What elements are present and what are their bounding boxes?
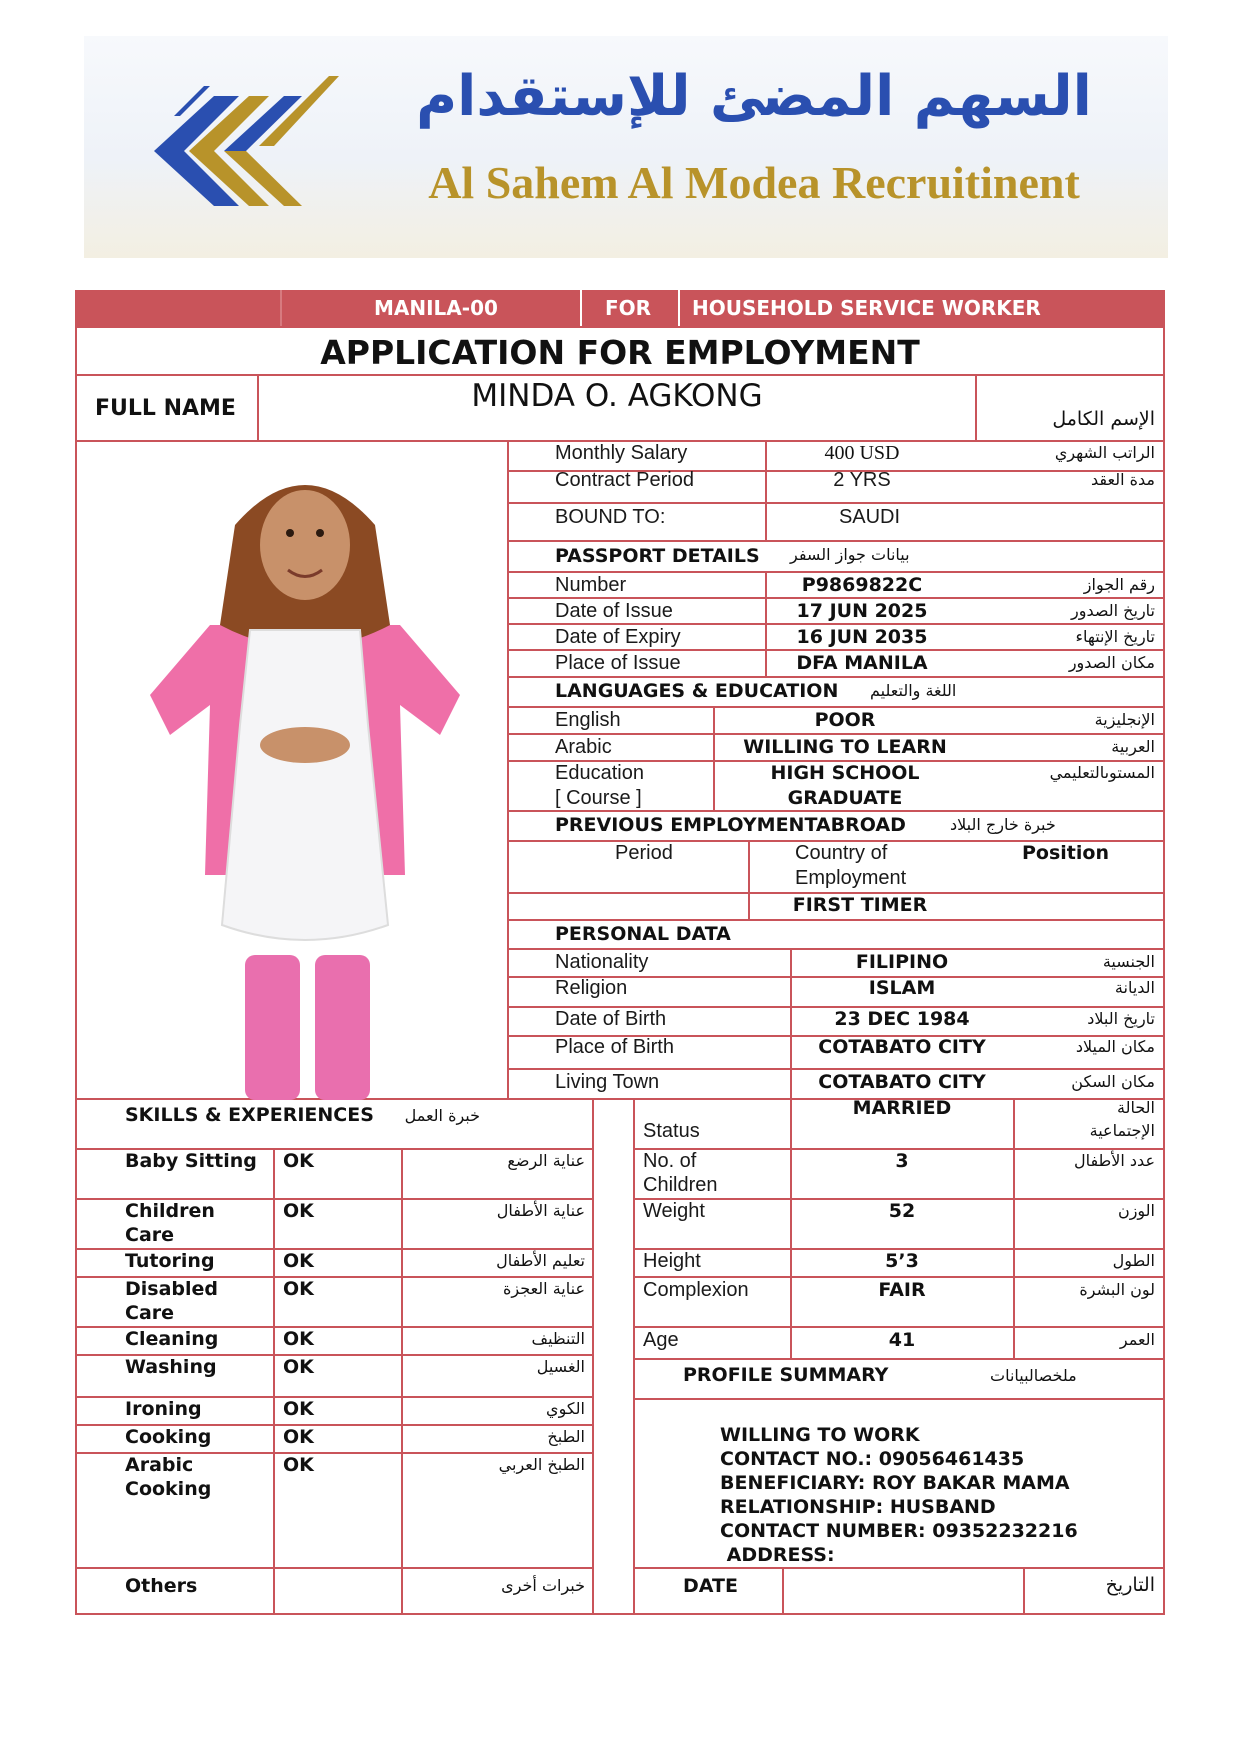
applicant-photo	[140, 455, 470, 1100]
education-value-line1: HIGH SCHOOL	[770, 762, 920, 784]
profile-line-4: RELATIONSHIP: HUSBAND	[720, 1496, 996, 1518]
complexion-value: FAIR	[878, 1279, 926, 1301]
skill-label-ar: التنظيف	[531, 1329, 585, 1348]
status-value: MARRIED	[852, 1097, 952, 1119]
nationality-value: FILIPINO	[855, 951, 949, 973]
pob-value: COTABATO CITY	[818, 1036, 986, 1058]
english-label: English	[555, 709, 621, 731]
skill-label: Washing	[125, 1356, 217, 1378]
skill-label-line2: Cooking	[125, 1478, 212, 1500]
english-value: POOR	[814, 709, 876, 731]
skill-label-ar: عناية الأطفال	[496, 1201, 585, 1220]
age-value: 41	[888, 1329, 916, 1351]
previous-employment-heading: PREVIOUS EMPLOYMENTABROAD	[555, 814, 906, 836]
age-label: Age	[643, 1329, 679, 1351]
living-town-label: Living Town	[555, 1071, 660, 1093]
profile-line-3: BENEFICIARY: ROY BAKAR MAMA	[720, 1472, 1070, 1494]
header-code: MANILA-00	[374, 296, 498, 320]
skill-label: Tutoring	[125, 1250, 215, 1272]
weight-value: 52	[888, 1200, 916, 1222]
profile-line-6: ADDRESS:	[720, 1544, 835, 1566]
nationality-label-ar: الجنسية	[1102, 952, 1155, 971]
col-position: Position	[1022, 842, 1109, 864]
profile-line-1: WILLING TO WORK	[720, 1424, 920, 1446]
height-label-ar: الطول	[1112, 1251, 1155, 1270]
skill-label: Cooking	[125, 1426, 212, 1448]
place-of-issue-label: Place of Issue	[555, 652, 681, 674]
skill-label-ar: الطبخ	[547, 1427, 585, 1446]
skill-label-ar: الكوي	[546, 1399, 585, 1418]
skill-label: Arabic	[125, 1454, 194, 1476]
profile-summary-heading: PROFILE SUMMARY	[683, 1364, 889, 1386]
date-label: DATE	[683, 1575, 738, 1597]
weight-label-ar: الوزن	[1117, 1201, 1155, 1220]
course-label: [ Course ]	[555, 787, 642, 809]
education-value-line2: GRADUATE	[787, 787, 903, 809]
education-label-ar: المستوىالتعليمي	[1049, 763, 1155, 782]
skill-value: OK	[283, 1250, 314, 1272]
skill-label: Baby Sitting	[125, 1150, 257, 1172]
religion-label-ar: الديانة	[1114, 978, 1155, 997]
languages-heading-ar: اللغة والتعليم	[870, 681, 957, 700]
height-label: Height	[643, 1250, 701, 1272]
others-label: Others	[125, 1575, 198, 1597]
status-label-ar-line1: الحالة	[1117, 1098, 1155, 1117]
children-label-line1: No. of	[643, 1150, 697, 1172]
header-bar	[75, 290, 1165, 326]
languages-heading: LANGUAGES & EDUCATION	[555, 680, 839, 702]
expiry-date-label-ar: تاريخ الإنتهاء	[1075, 627, 1155, 646]
salary-label: Monthly Salary	[555, 442, 688, 464]
dob-label-ar: تاريخ البلاد	[1087, 1009, 1155, 1028]
skill-value: OK	[283, 1426, 314, 1448]
arabic-value: WILLING TO LEARN	[743, 736, 947, 758]
col-country-line2: Employment	[795, 867, 907, 889]
col-country-line1: Country of	[795, 842, 888, 864]
full-name-label-ar: الإسم الكامل	[1052, 408, 1155, 430]
skill-label-ar: تعليم الأطفال	[496, 1251, 585, 1270]
profile-summary-heading-ar: ملخصالبيانات	[990, 1366, 1077, 1385]
full-name-value: MINDA O. AGKONG	[471, 378, 763, 414]
contract-period-label: Contract Period	[555, 469, 694, 491]
others-label-ar: خبرات أخرى	[501, 1576, 585, 1595]
place-of-issue-value: DFA MANILA	[796, 652, 928, 674]
skills-heading: SKILLS & EXPERIENCES	[125, 1104, 374, 1126]
previous-employment-heading-ar: خبرة خارج البلاد	[950, 815, 1056, 834]
issue-date-value: 17 JUN 2025	[796, 600, 928, 622]
complexion-label: Complexion	[643, 1279, 749, 1301]
date-label-ar: التاريخ	[1105, 1574, 1155, 1596]
religion-label: Religion	[555, 977, 628, 999]
full-name-label: FULL NAME	[95, 396, 236, 421]
english-label-ar: الإنجليزية	[1094, 710, 1155, 729]
skill-label: Children	[125, 1200, 215, 1222]
dob-value: 23 DEC 1984	[834, 1008, 970, 1030]
pob-label-ar: مكان الميلاد	[1075, 1037, 1155, 1056]
skill-value: OK	[283, 1398, 314, 1420]
skill-value: OK	[283, 1356, 314, 1378]
passport-number-label-ar: رقم الجواز	[1083, 575, 1155, 594]
height-value: 5’3	[885, 1250, 919, 1272]
profile-line-2: CONTACT NO.: 09056461435	[720, 1448, 1025, 1470]
skill-label: Disabled	[125, 1278, 219, 1300]
salary-value: 400 USD	[824, 442, 900, 464]
skill-label-line2: Care	[125, 1302, 175, 1324]
salary-label-ar: الراتب الشهري	[1054, 443, 1155, 462]
skill-label-ar: عناية الرضع	[507, 1151, 585, 1170]
skill-value: OK	[283, 1278, 314, 1300]
living-town-value: COTABATO CITY	[818, 1071, 986, 1093]
profile-line-5: CONTACT NUMBER: 09352232216	[720, 1520, 1078, 1542]
issue-date-label-ar: تاريخ الصدور	[1071, 601, 1155, 620]
living-town-label-ar: مكان السكن	[1071, 1072, 1155, 1091]
skill-label-ar: الغسيل	[536, 1357, 585, 1376]
issue-date-label: Date of Issue	[555, 600, 673, 622]
skill-value: OK	[283, 1150, 314, 1172]
arrow-logo-icon	[144, 56, 344, 226]
children-value: 3	[895, 1150, 909, 1172]
contract-period-label-ar: مدة العقد	[1091, 470, 1155, 489]
status-label: Status	[643, 1120, 700, 1142]
nationality-label: Nationality	[555, 951, 649, 973]
dob-label: Date of Birth	[555, 1008, 667, 1030]
logo-banner	[84, 36, 1168, 258]
skill-value: OK	[283, 1454, 314, 1476]
bound-label: BOUND TO:	[555, 506, 666, 528]
place-of-issue-label-ar: مكان الصدور	[1068, 653, 1155, 672]
complexion-label-ar: لون البشرة	[1079, 1280, 1155, 1299]
arabic-label-ar: العربية	[1111, 737, 1155, 756]
previous-employment-value: FIRST TIMER	[792, 894, 928, 916]
status-label-ar-line2: الإجتماعية	[1089, 1121, 1155, 1140]
skill-label-line2: Care	[125, 1224, 175, 1246]
col-period: Period	[615, 842, 673, 864]
expiry-date-value: 16 JUN 2035	[796, 626, 928, 648]
education-label: Education	[555, 762, 644, 784]
age-label-ar: العمر	[1119, 1330, 1155, 1349]
skills-heading-ar: خبرة العمل	[404, 1106, 480, 1125]
header-position: HOUSEHOLD SERVICE WORKER	[692, 296, 1041, 320]
passport-heading: PASSPORT DETAILS	[555, 545, 760, 567]
skill-label: Ironing	[125, 1398, 202, 1420]
passport-heading-ar: بيانات جواز السفر	[790, 545, 910, 564]
arabic-label: Arabic	[555, 736, 612, 758]
children-label-ar: عدد الأطفال	[1073, 1151, 1155, 1170]
logo-arabic-name: السهم المضئ للإستقدام	[416, 64, 1092, 129]
expiry-date-label: Date of Expiry	[555, 626, 681, 648]
header-for: FOR	[605, 296, 652, 320]
skill-value: OK	[283, 1328, 314, 1350]
passport-number-label: Number	[555, 574, 627, 596]
logo-english-name: Al Sahem Al Modea Recruitinent	[428, 157, 1080, 208]
bound-value: SAUDI	[838, 506, 901, 528]
page-title: APPLICATION FOR EMPLOYMENT	[320, 333, 920, 372]
skill-value: OK	[283, 1200, 314, 1222]
children-label-line2: Children	[643, 1174, 718, 1196]
pob-label: Place of Birth	[555, 1036, 674, 1058]
passport-number-value: P9869822C	[801, 574, 923, 596]
skill-label-ar: عناية العجزة	[503, 1279, 585, 1298]
personal-data-heading: PERSONAL DATA	[555, 923, 731, 945]
skill-label: Cleaning	[125, 1328, 219, 1350]
skill-label-ar: الطبخ العربي	[498, 1455, 585, 1474]
religion-value: ISLAM	[868, 977, 936, 999]
weight-label: Weight	[643, 1200, 705, 1222]
contract-period-value: 2 YRS	[833, 469, 891, 491]
